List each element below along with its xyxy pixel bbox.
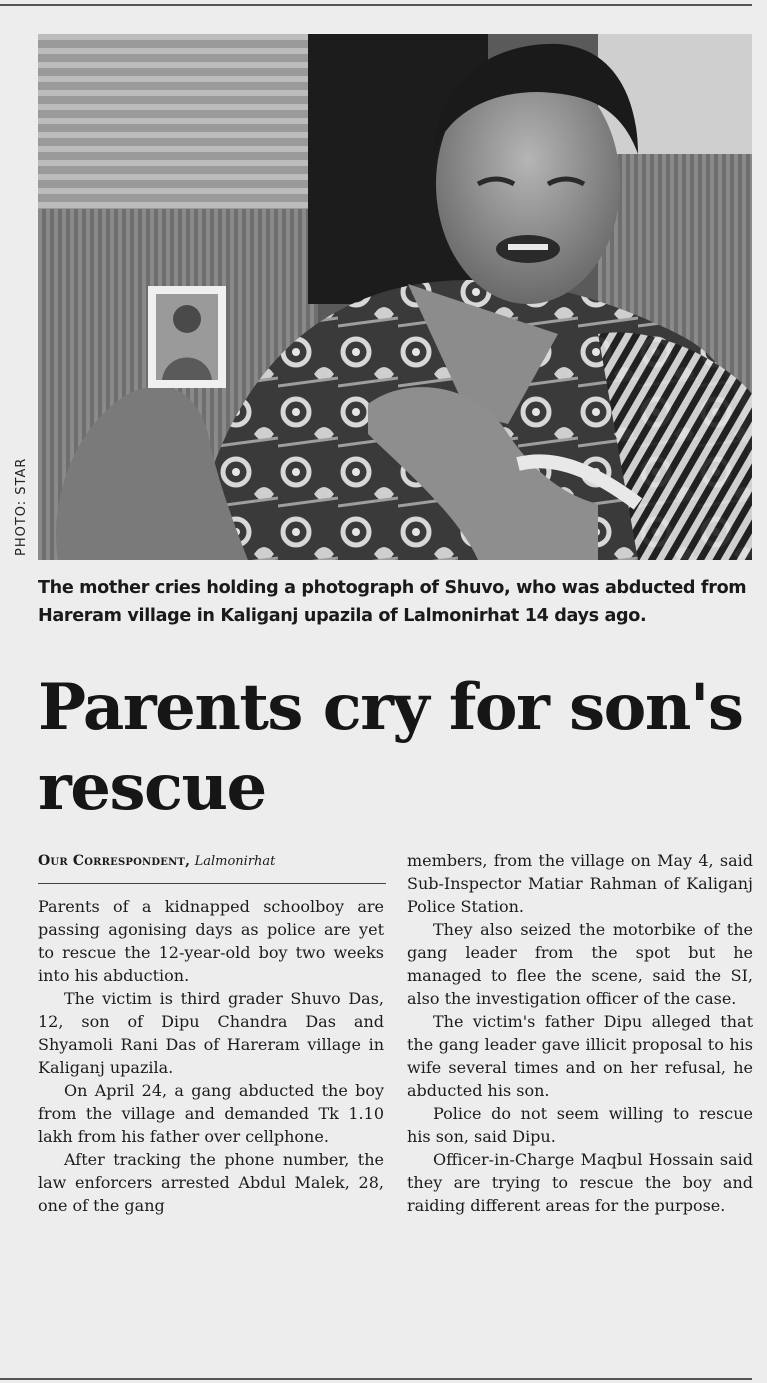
article-paragraph: Officer-in-Charge Maqbul Hossain said they are trying to rescue the boy and raiding different areas for the purpose. [407,1150,753,1215]
article-paragraph: On April 24, a gang abducted the boy from the village and demanded Tk 1.10 lakh from his father over cellphone. [38,1081,384,1146]
photo-credit: PHOTO: STAR [14,457,29,556]
article-column-1 [38,895,384,1217]
photo-caption: The mother cries holding a photograph of Shuvo, who was abducted from Hareram village in Kaliganj upazila of Lalmonirhat 14 days ago. [38,578,747,626]
news-photo [38,34,752,560]
byline-correspondent: Our Correspondent, [38,853,191,869]
article-paragraph: Police do not seem willing to rescue his son, said Dipu. [407,1104,753,1146]
byline-location: Lalmonirhat [194,854,276,869]
bottom-rule [0,1378,752,1380]
news-photo-illustration [38,34,752,560]
article-paragraph: After tracking the phone number, the law enforcers arrested Abdul Malek, 28, one of the gang [38,1150,384,1215]
article-column-2 [407,849,753,1217]
article-paragraph: Parents of a kidnapped schoolboy are passing agonising days as police are yet to rescue the 12-year-old boy two weeks into his abduction. [38,897,384,985]
byline [38,850,386,884]
top-rule [0,4,752,6]
headline: Parents cry for son's rescue [38,670,743,825]
article-paragraph: The victim is third grader Shuvo Das, 12, son of Dipu Chandra Das and Shyamoli Rani Das of Hareram village in Kaliganj upazila. [38,989,384,1077]
article-paragraph: The victim's father Dipu alleged that the gang leader gave illicit proposal to his wife several times and on her refusal, he abducted his son. [407,1012,753,1100]
article-paragraph: They also seized the motorbike of the gang leader from the spot but he managed to flee the scene, said the SI, also the investigation officer of the case. [407,920,753,1008]
article-paragraph: members, from the village on May 4, said Sub-Inspector Matiar Rahman of Kaliganj Police Station. [407,851,753,916]
